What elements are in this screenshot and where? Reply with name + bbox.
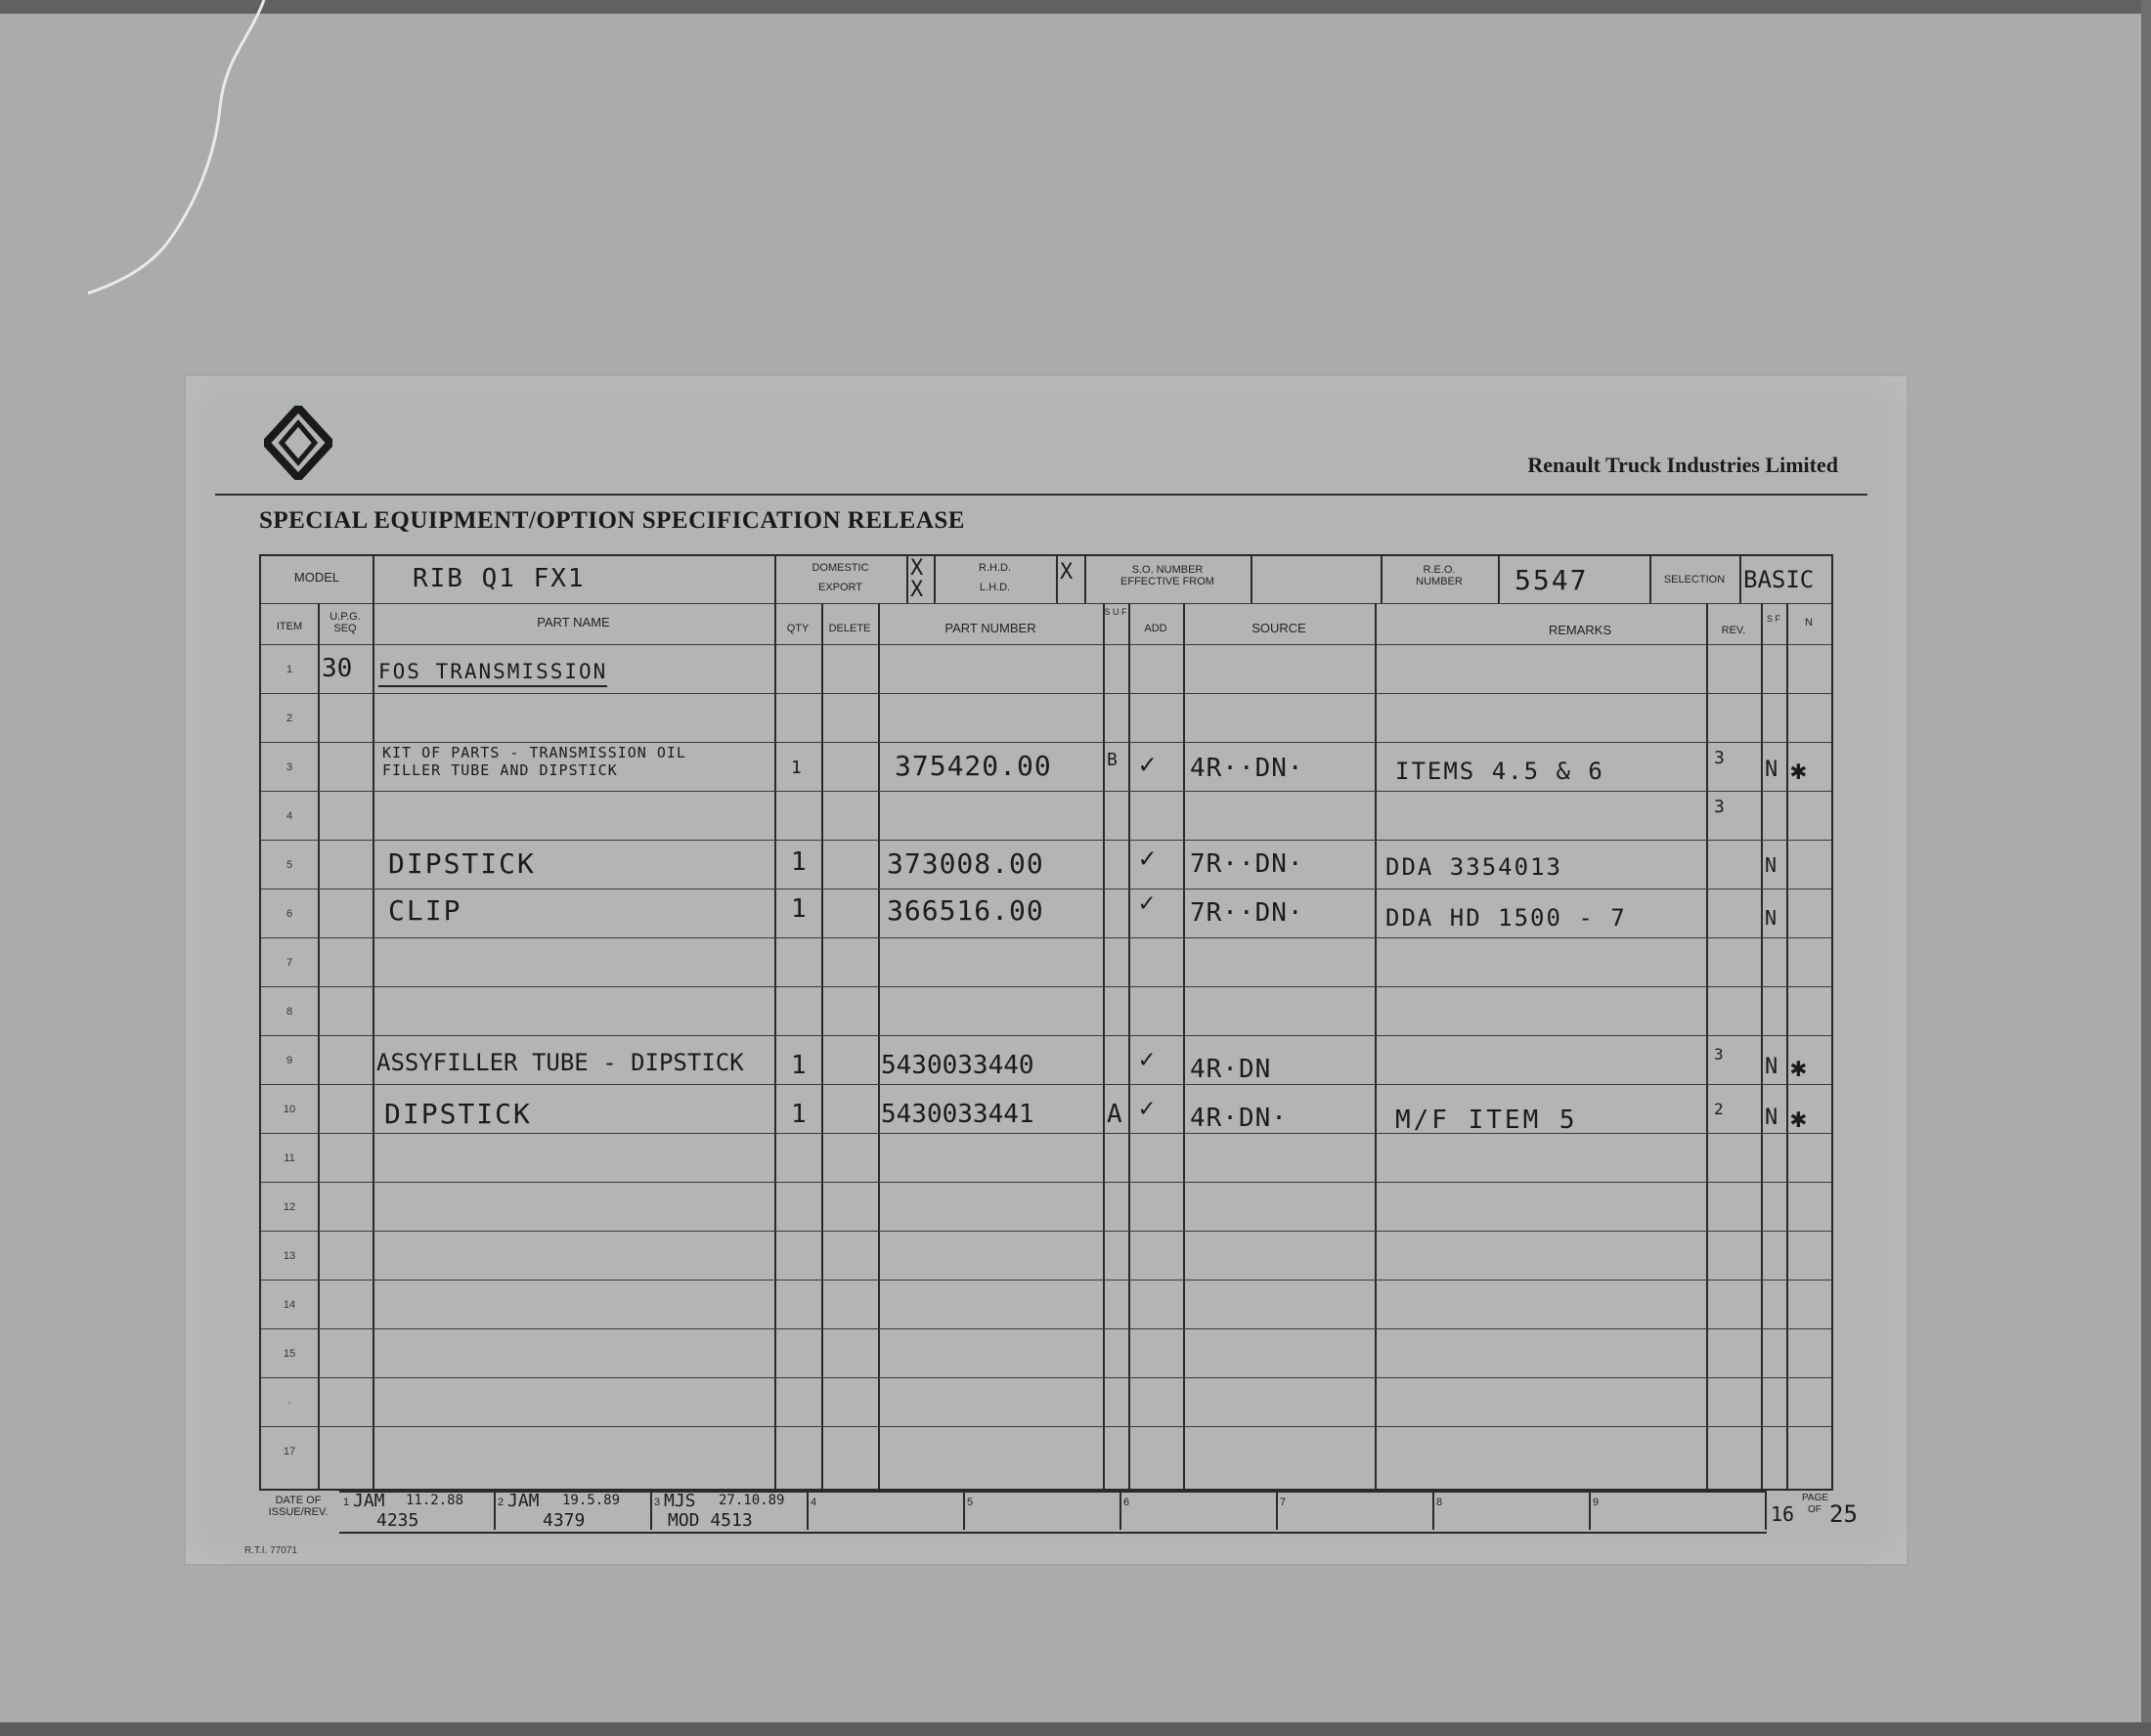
issue-5-num: 5 xyxy=(967,1497,974,1508)
issue-footer xyxy=(259,1491,1872,1540)
row6-source: 7R··DN· xyxy=(1190,898,1304,928)
issue-3-date: 27.10.89 xyxy=(719,1493,785,1508)
col-last: N xyxy=(1805,617,1813,629)
issue-2-date: 19.5.89 xyxy=(562,1493,621,1508)
issue-rev-label: ISSUE/REV. xyxy=(268,1506,329,1518)
row6-part-name: CLIP xyxy=(388,894,462,927)
issue-3-by: MJS xyxy=(664,1491,696,1511)
row9-add-check: ✓ xyxy=(1139,1045,1157,1074)
col-upg: U.P.G. xyxy=(329,611,361,623)
photo-edge-bottom xyxy=(0,1722,2151,1736)
col-sf: S F xyxy=(1766,614,1780,624)
col-source: SOURCE xyxy=(1251,621,1306,635)
model-value: RIB Q1 FX1 xyxy=(413,564,586,593)
row5-add-check: ✓ xyxy=(1139,842,1158,874)
row10-qty: 1 xyxy=(791,1100,809,1129)
col-delete: DELETE xyxy=(828,623,871,634)
top-rule xyxy=(215,494,1867,496)
row10-part-name: DIPSTICK xyxy=(384,1098,532,1130)
header-divider xyxy=(261,603,1831,604)
row-number: 12 xyxy=(283,1201,296,1213)
row-number: 7 xyxy=(285,957,293,969)
photo-edge-top xyxy=(0,0,2151,14)
model-label: MODEL xyxy=(293,570,340,585)
row10-asterisk: ✱ xyxy=(1790,1102,1807,1134)
row1-part-name: FOS TRANSMISSION xyxy=(378,660,607,687)
issue-4-num: 4 xyxy=(811,1497,817,1508)
row3-rev: 3 xyxy=(1714,748,1727,768)
row10-sf: N xyxy=(1765,1106,1778,1130)
row3-suffix: B xyxy=(1107,750,1118,770)
row-number: 14 xyxy=(283,1299,296,1311)
page-of-label: OF xyxy=(1808,1504,1822,1515)
issue-1-ref: 4235 xyxy=(376,1510,419,1531)
issue-9-num: 9 xyxy=(1593,1497,1600,1508)
col-qty: QTY xyxy=(786,623,810,634)
issue-1-date: 11.2.88 xyxy=(406,1493,464,1508)
row3-qty: 1 xyxy=(791,758,804,778)
row3-part-number: 375420.00 xyxy=(895,750,1052,782)
row-number: 3 xyxy=(285,761,293,773)
col-suffix: S U F xyxy=(1104,607,1127,617)
row-number: 13 xyxy=(283,1250,296,1262)
rhd-mark: X xyxy=(1060,560,1076,585)
row5-source: 7R··DN· xyxy=(1190,849,1304,879)
date-of-label: DATE OF xyxy=(275,1495,322,1506)
row9-source: 4R·DN xyxy=(1190,1055,1272,1084)
col-part-name: PART NAME xyxy=(537,615,610,629)
row-number: 11 xyxy=(284,1152,295,1164)
row-number: 17 xyxy=(283,1446,296,1457)
row6-qty: 1 xyxy=(791,894,809,924)
col-rev: REV. xyxy=(1721,625,1746,636)
row10-add-check: ✓ xyxy=(1139,1094,1157,1123)
row3-source: 4R··DN· xyxy=(1190,754,1304,783)
issue-6-num: 6 xyxy=(1123,1497,1130,1508)
renault-logo xyxy=(264,406,332,480)
domestic-label: DOMESTIC xyxy=(812,562,869,574)
domestic-mark: X xyxy=(910,556,926,581)
company-name: Renault Truck Industries Limited xyxy=(1527,453,1838,477)
row-number: 9 xyxy=(285,1055,293,1066)
row-number: 4 xyxy=(285,810,293,822)
row9-sf: N xyxy=(1765,1055,1778,1079)
row9-part-name: ASSYFILLER TUBE - DIPSTICK xyxy=(376,1049,744,1076)
row9-qty: 1 xyxy=(791,1051,809,1080)
export-mark: X xyxy=(910,578,926,602)
row5-part-name: DIPSTICK xyxy=(388,847,536,880)
row-number: 15 xyxy=(283,1348,296,1360)
row6-sf: N xyxy=(1765,906,1778,930)
issue-3-ref: MOD 4513 xyxy=(668,1510,753,1531)
row10-source: 4R·DN· xyxy=(1190,1104,1288,1133)
photo-edge-right xyxy=(2141,0,2151,1736)
row9-asterisk: ✱ xyxy=(1790,1051,1807,1083)
row-number: 1 xyxy=(285,664,293,675)
row3-part-name: KIT OF PARTS - TRANSMISSION OIL xyxy=(382,744,686,761)
page-total: 25 xyxy=(1829,1500,1858,1528)
row10-part-number: 5430033441 xyxy=(881,1100,1034,1129)
form-sheet xyxy=(186,376,1907,1564)
selection-value: BASIC xyxy=(1743,566,1815,593)
row-number: 5 xyxy=(285,859,293,871)
row5-qty: 1 xyxy=(791,847,809,877)
row-number: 6 xyxy=(285,908,293,920)
issue-1-num: 1 xyxy=(343,1497,350,1508)
issue-2-by: JAM xyxy=(507,1491,540,1511)
so-number-label: S.O. NUMBER xyxy=(1131,564,1204,576)
export-label: EXPORT xyxy=(817,582,863,593)
row-number: 8 xyxy=(285,1006,293,1018)
form-reference: R.T.I. 77071 xyxy=(244,1545,297,1556)
reo-value: 5547 xyxy=(1514,564,1589,596)
reo-number-label: NUMBER xyxy=(1416,576,1463,587)
col-remarks: REMARKS xyxy=(1548,623,1612,637)
row6-add-check: ✓ xyxy=(1139,889,1157,918)
column-header-divider xyxy=(261,644,1831,645)
scratch-mark xyxy=(78,0,274,303)
row10-rev: 2 xyxy=(1714,1100,1726,1118)
row-number: 2 xyxy=(285,713,293,724)
issue-3-num: 3 xyxy=(654,1497,661,1508)
row3-remarks: ITEMS 4.5 & 6 xyxy=(1395,758,1604,785)
selection-label: SELECTION xyxy=(1663,574,1726,586)
row10-suffix: A xyxy=(1107,1100,1122,1129)
row5-part-number: 373008.00 xyxy=(887,847,1044,880)
col-part-number: PART NUMBER xyxy=(944,621,1036,635)
row-number: 10 xyxy=(283,1104,296,1115)
issue-2-ref: 4379 xyxy=(543,1510,586,1531)
reo-label: R.E.O. xyxy=(1423,564,1456,576)
row9-rev: 3 xyxy=(1714,1045,1726,1063)
page-label: PAGE xyxy=(1802,1493,1829,1503)
effective-from-label: EFFECTIVE FROM xyxy=(1120,576,1214,587)
col-add: ADD xyxy=(1144,623,1167,634)
page-number: 16 xyxy=(1771,1502,1795,1526)
specification-table xyxy=(259,554,1833,1491)
row3-sf: N xyxy=(1765,758,1778,782)
row6-remarks: DDA HD 1500 - 7 xyxy=(1385,904,1627,932)
form-title: SPECIAL EQUIPMENT/OPTION SPECIFICATION RELEASE xyxy=(259,507,965,534)
issue-7-num: 7 xyxy=(1280,1497,1287,1508)
col-item: ITEM xyxy=(276,621,303,632)
rhd-label: R.H.D. xyxy=(979,562,1011,574)
issue-8-num: 8 xyxy=(1436,1497,1443,1508)
row3-part-name-2: FILLER TUBE AND DIPSTICK xyxy=(382,761,618,779)
lhd-label: L.H.D. xyxy=(979,582,1011,593)
row9-part-number: 5430033440 xyxy=(881,1051,1034,1080)
row3-asterisk: ✱ xyxy=(1790,754,1807,786)
row1-upg: 30 xyxy=(322,654,353,683)
row-number: · xyxy=(287,1397,291,1409)
row5-remarks: DDA 3354013 xyxy=(1385,853,1562,881)
issue-1-by: JAM xyxy=(353,1491,385,1511)
row5-sf: N xyxy=(1765,853,1778,877)
row3-add-check: ✓ xyxy=(1139,748,1158,780)
row10-remarks: M/F ITEM 5 xyxy=(1395,1106,1578,1135)
row6-part-number: 366516.00 xyxy=(887,894,1044,927)
col-seq: SEQ xyxy=(333,623,357,634)
issue-2-num: 2 xyxy=(498,1497,505,1508)
row4-rev: 3 xyxy=(1714,797,1727,817)
